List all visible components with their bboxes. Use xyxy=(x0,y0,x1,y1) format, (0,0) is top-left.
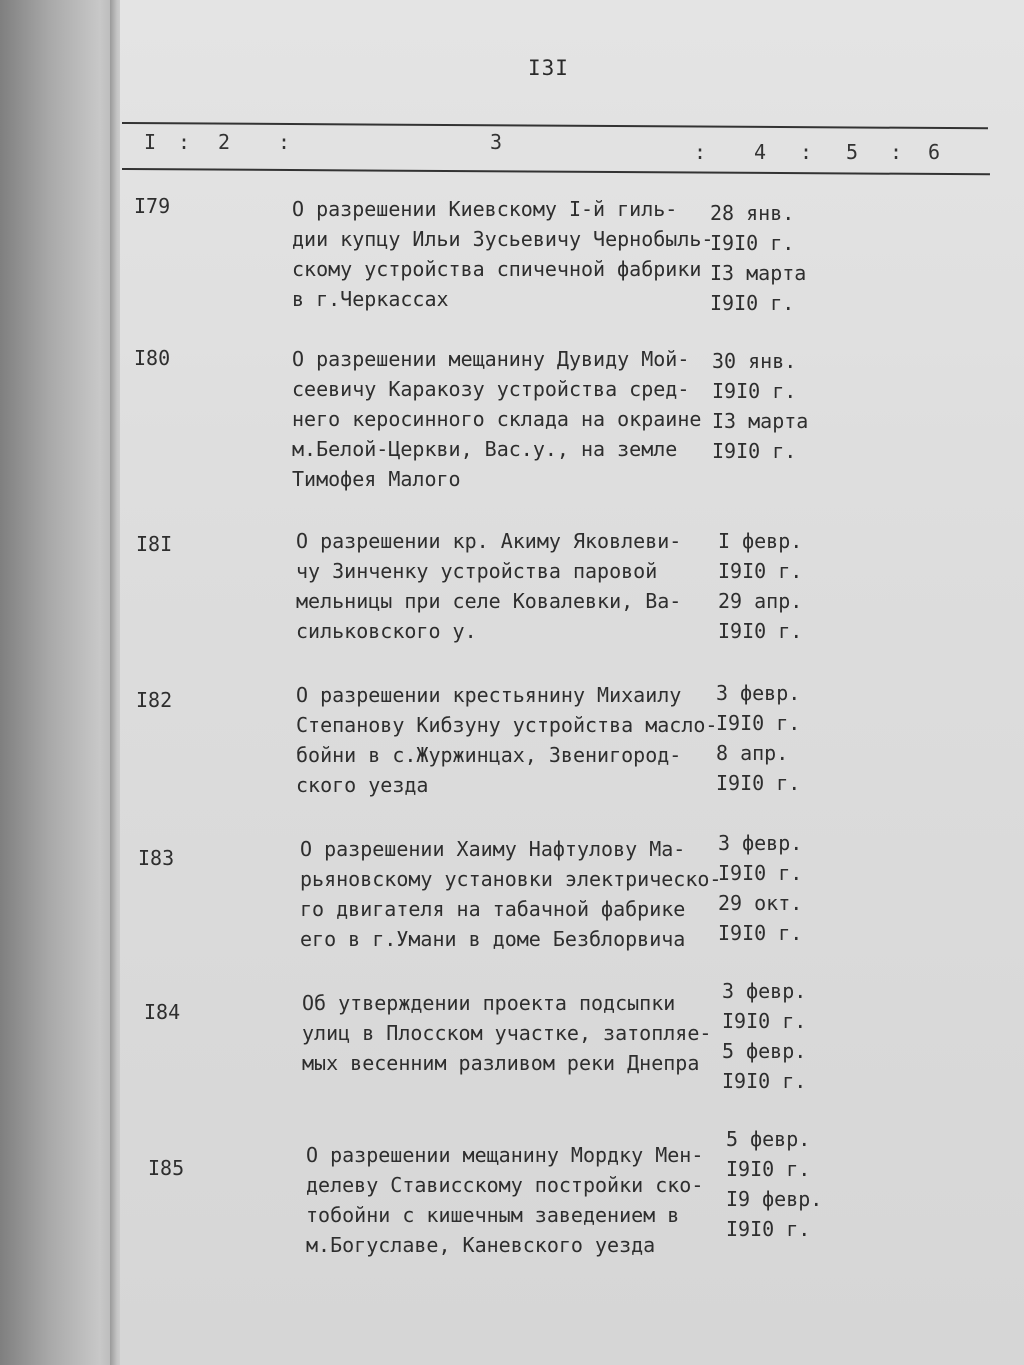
column-separator: : xyxy=(278,130,291,154)
description-line: го двигателя на табачной фабрике xyxy=(300,897,686,921)
date-end: I9 февр. xyxy=(726,1187,823,1211)
date-end: 29 апр. xyxy=(718,589,803,613)
description-line: О разрешении мещанину Дувиду Мой- xyxy=(292,347,690,371)
record-dates xyxy=(712,346,808,466)
description-line: чу Зинченку устройства паровой xyxy=(296,559,658,583)
column-header-4: 4 xyxy=(754,140,767,164)
date-start: I февр. xyxy=(718,529,803,553)
record-number: I82 xyxy=(136,688,173,712)
description-line: тобойни с кишечным заведением в xyxy=(306,1203,680,1227)
record-dates xyxy=(726,1124,822,1244)
date-end-year: I9I0 г. xyxy=(716,771,801,795)
description-line: его в г.Умани в доме Безблорвича xyxy=(300,927,686,951)
description-line: в г.Черкассах xyxy=(292,287,449,311)
record-dates xyxy=(718,828,802,948)
record-description xyxy=(302,988,711,1078)
record-dates xyxy=(718,526,802,646)
column-separator: : xyxy=(694,140,707,164)
record-description xyxy=(292,344,701,494)
column-separator: : xyxy=(178,130,191,154)
date-start: 30 янв. xyxy=(712,349,797,373)
date-end-year: I9I0 г. xyxy=(718,921,803,945)
document-page xyxy=(120,0,1024,1365)
description-line: О разрешении крестьянину Михаилу xyxy=(296,683,682,707)
record-description xyxy=(306,1140,703,1260)
description-line: мых весенним разливом реки Днепра xyxy=(302,1051,700,1075)
description-line: сильковского у. xyxy=(296,619,477,643)
date-start-year: I9I0 г. xyxy=(718,559,803,583)
date-end-year: I9I0 г. xyxy=(710,291,795,315)
description-line: дии купцу Ильи Зусьевичу Чернобыль- xyxy=(292,227,714,251)
description-line: него керосинного склада на окраине xyxy=(292,407,702,431)
date-start-year: I9I0 г. xyxy=(712,379,797,403)
record-number: I80 xyxy=(134,346,171,370)
record-number: I84 xyxy=(144,1000,181,1024)
date-end: I3 марта xyxy=(712,409,809,433)
record-number: I79 xyxy=(134,194,171,218)
column-header-2: 2 xyxy=(218,130,231,154)
record-description xyxy=(300,834,721,954)
column-separator: : xyxy=(890,140,903,164)
column-header-6: 6 xyxy=(928,140,941,164)
date-end-year: I9I0 г. xyxy=(718,619,803,643)
record-number: I85 xyxy=(148,1156,185,1180)
previous-page-edge xyxy=(0,0,118,1365)
date-start-year: I9I0 г. xyxy=(726,1157,811,1181)
record-dates xyxy=(710,198,806,318)
header-rule-bottom xyxy=(122,168,990,175)
date-end: 5 февр. xyxy=(722,1039,807,1063)
column-separator: : xyxy=(800,140,813,164)
description-line: ского уезда xyxy=(296,773,429,797)
description-line: Об утверждении проекта подсыпки xyxy=(302,991,676,1015)
record-description xyxy=(296,526,681,646)
description-line: О разрешении мещанину Мордку Мен- xyxy=(306,1143,704,1167)
record-description xyxy=(292,194,713,314)
description-line: бойни в с.Журжинцах, Звенигород- xyxy=(296,743,682,767)
date-end-year: I9I0 г. xyxy=(722,1069,807,1093)
record-number: I8I xyxy=(136,532,173,556)
date-end-year: I9I0 г. xyxy=(726,1217,811,1241)
date-start: 3 февр. xyxy=(718,831,803,855)
description-line: Степанову Кибзуну устройства масло- xyxy=(296,713,718,737)
description-line: мельницы при селе Ковалевки, Ва- xyxy=(296,589,682,613)
date-end: I3 марта xyxy=(710,261,807,285)
description-line: рьяновскому установки электрическо- xyxy=(300,867,722,891)
record-dates xyxy=(722,976,806,1096)
date-end: 8 апр. xyxy=(716,741,789,765)
description-line: скому устройства спичечной фабрики xyxy=(292,257,702,281)
column-header-3: 3 xyxy=(490,130,503,154)
description-line: м.Белой-Церкви, Вас.у., на земле xyxy=(292,437,678,461)
record-dates xyxy=(716,678,800,798)
description-line: м.Богуславе, Каневского уезда xyxy=(306,1233,656,1257)
description-line: О разрешении Киевскому I-й гиль- xyxy=(292,197,678,221)
description-line: Тимофея Малого xyxy=(292,467,461,491)
date-start-year: I9I0 г. xyxy=(722,1009,807,1033)
page-number: I3I xyxy=(528,56,569,80)
description-line: улиц в Плосском участке, затопляе- xyxy=(302,1021,712,1045)
date-end: 29 окт. xyxy=(718,891,803,915)
date-start-year: I9I0 г. xyxy=(710,231,795,255)
description-line: делеву Стависскому постройки ско- xyxy=(306,1173,704,1197)
record-description xyxy=(296,680,717,800)
date-start-year: I9I0 г. xyxy=(716,711,801,735)
header-rule-top xyxy=(122,122,988,129)
date-start: 3 февр. xyxy=(716,681,801,705)
date-end-year: I9I0 г. xyxy=(712,439,797,463)
date-start-year: I9I0 г. xyxy=(718,861,803,885)
description-line: сеевичу Каракозу устройства сред- xyxy=(292,377,690,401)
record-number: I83 xyxy=(138,846,175,870)
date-start: 28 янв. xyxy=(710,201,795,225)
column-header-1: I xyxy=(144,130,157,154)
date-start: 3 февр. xyxy=(722,979,807,1003)
column-header-5: 5 xyxy=(846,140,859,164)
date-start: 5 февр. xyxy=(726,1127,811,1151)
description-line: О разрешении кр. Акиму Яковлеви- xyxy=(296,529,682,553)
description-line: О разрешении Хаиму Нафтулову Ма- xyxy=(300,837,686,861)
